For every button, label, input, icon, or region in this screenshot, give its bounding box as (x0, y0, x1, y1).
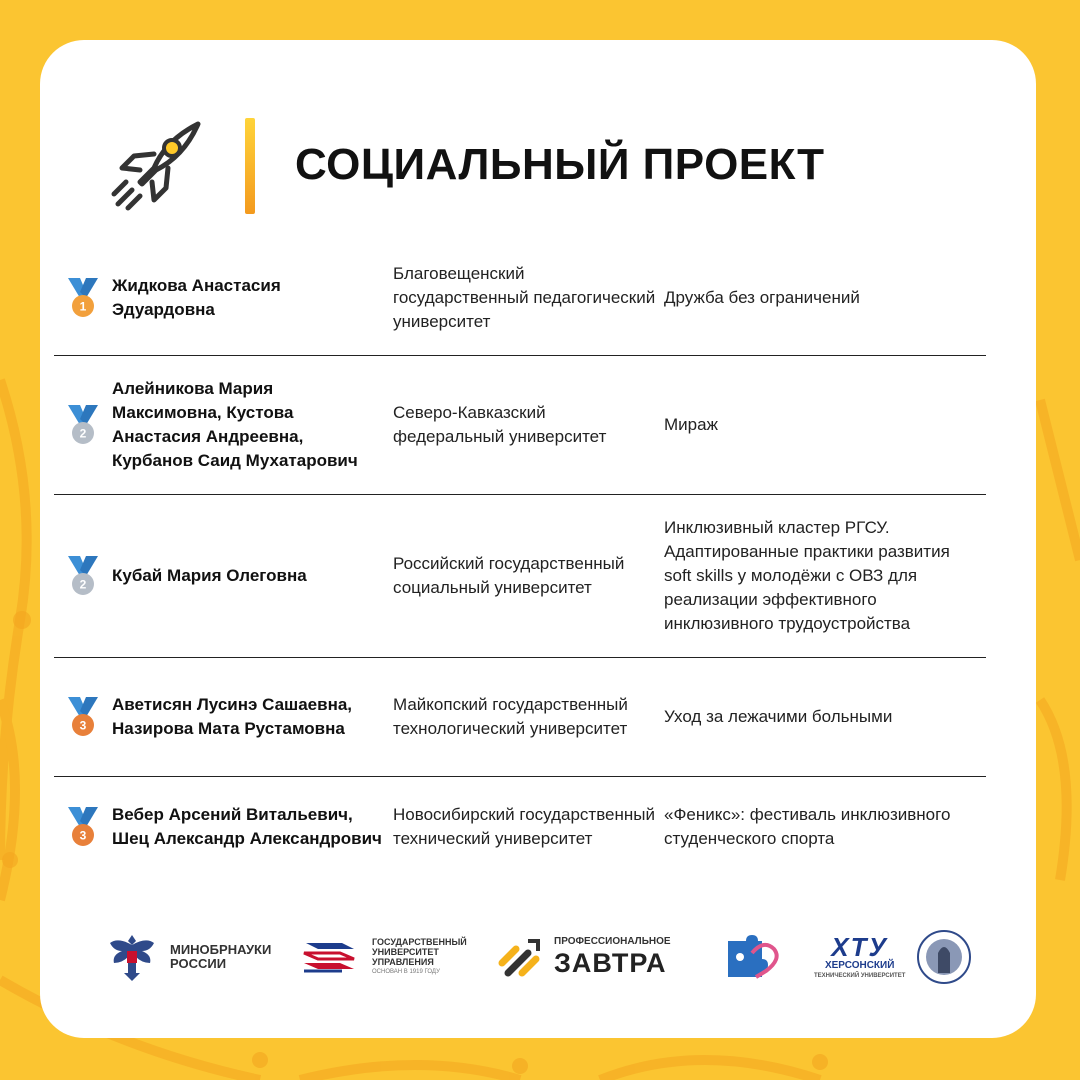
medal-icon (64, 695, 102, 739)
logo-guu (302, 922, 467, 992)
university-name: Майкопский государственный технологический университет (393, 695, 628, 738)
university-name: Северо-Кавказский федеральный университет (393, 403, 607, 446)
logo-text: МИНОБРНАУКИ (170, 942, 272, 957)
project-name: Уход за лежачими больными (664, 707, 893, 726)
university-name: Российский государственный социальный университет (393, 554, 625, 597)
main-card (40, 40, 1036, 1038)
svg-text:2: 2 (79, 426, 87, 441)
table-row (54, 658, 986, 777)
participant-name: Жидкова Анастасия Эдуардовна (112, 275, 281, 319)
participant-name: Алейникова Мария Максимовна, Кустова Анастасия Андреевна, Курбанов Саид Мухатарович (112, 379, 358, 470)
logo-text: РОССИИ (170, 956, 227, 971)
results-table (54, 240, 986, 877)
header-divider (245, 118, 255, 214)
logo-text: ГОСУДАРСТВЕННЫЙ (372, 937, 467, 947)
project-name: Дружба без ограничений (664, 287, 860, 307)
logo-kherson (814, 922, 905, 992)
logo-minobrnauki (106, 922, 271, 992)
svg-text:2: 2 (79, 577, 87, 592)
kherson-mark: ХТУ (831, 932, 889, 962)
participant-name: Кубай Мария Олеговна (112, 566, 307, 585)
logo-text: ОСНОВАН В 1919 ГОДУ (372, 969, 440, 975)
puzzle-heart-icon (722, 931, 788, 983)
svg-text:3: 3 (79, 828, 87, 843)
university-name: Новосибирский государственный технический университет (393, 805, 655, 848)
logo-text: ТЕХНИЧЕСКИЙ УНИВЕРСИТЕТ (814, 973, 906, 979)
partner-logos (40, 922, 1036, 1002)
participant-name: Вебер Арсений Витальевич, Шец Александр Александрович (112, 805, 382, 848)
logo-text: УПРАВЛЕНИЯ (372, 957, 434, 967)
logo-text: ЗАВТРА (554, 948, 667, 978)
coat-of-arms-icon (106, 929, 158, 985)
table-row (54, 240, 986, 356)
participant-name: Аветисян Лусинэ Сашаевна, Назирова Мата Рустамовна (112, 695, 353, 738)
medal-icon (64, 276, 102, 320)
logo-prof-zavtra (498, 922, 671, 992)
logo-inclusive-puzzle (722, 922, 788, 992)
prof-zavtra-mark-icon (498, 935, 542, 979)
page-title: СОЦИАЛЬНЫЙ ПРОЕКТ (295, 140, 825, 189)
rocket-icon (110, 116, 206, 212)
medal-icon (64, 403, 102, 447)
logo-university-seal (916, 922, 972, 992)
project-name: Инклюзивный кластер РГСУ. Адаптированные практики развития soft skills у молодёжи с ОВЗ для реализации эффективного инклюзивного трудоустройства (664, 518, 950, 633)
medal-icon (64, 805, 102, 849)
svg-text:3: 3 (79, 718, 87, 733)
table-row (54, 356, 986, 495)
university-name: Благовещенский государственный педагогический университет (393, 263, 656, 331)
logo-text: УНИВЕРСИТЕТ (372, 947, 439, 957)
logo-text: ХЕРСОНСКИЙ (824, 960, 895, 971)
guu-book-icon (302, 935, 358, 979)
header (40, 40, 1036, 240)
medal-icon (64, 554, 102, 598)
university-seal-icon (916, 929, 972, 985)
table-row (54, 495, 986, 658)
project-name: «Феникс»: фестиваль инклюзивного студенческого спорта (664, 805, 951, 848)
logo-text: ПРОФЕССИОНАЛЬНОЕ (554, 936, 671, 947)
svg-text:1: 1 (79, 299, 87, 313)
table-row (54, 777, 986, 877)
project-name: Мираж (664, 415, 718, 434)
